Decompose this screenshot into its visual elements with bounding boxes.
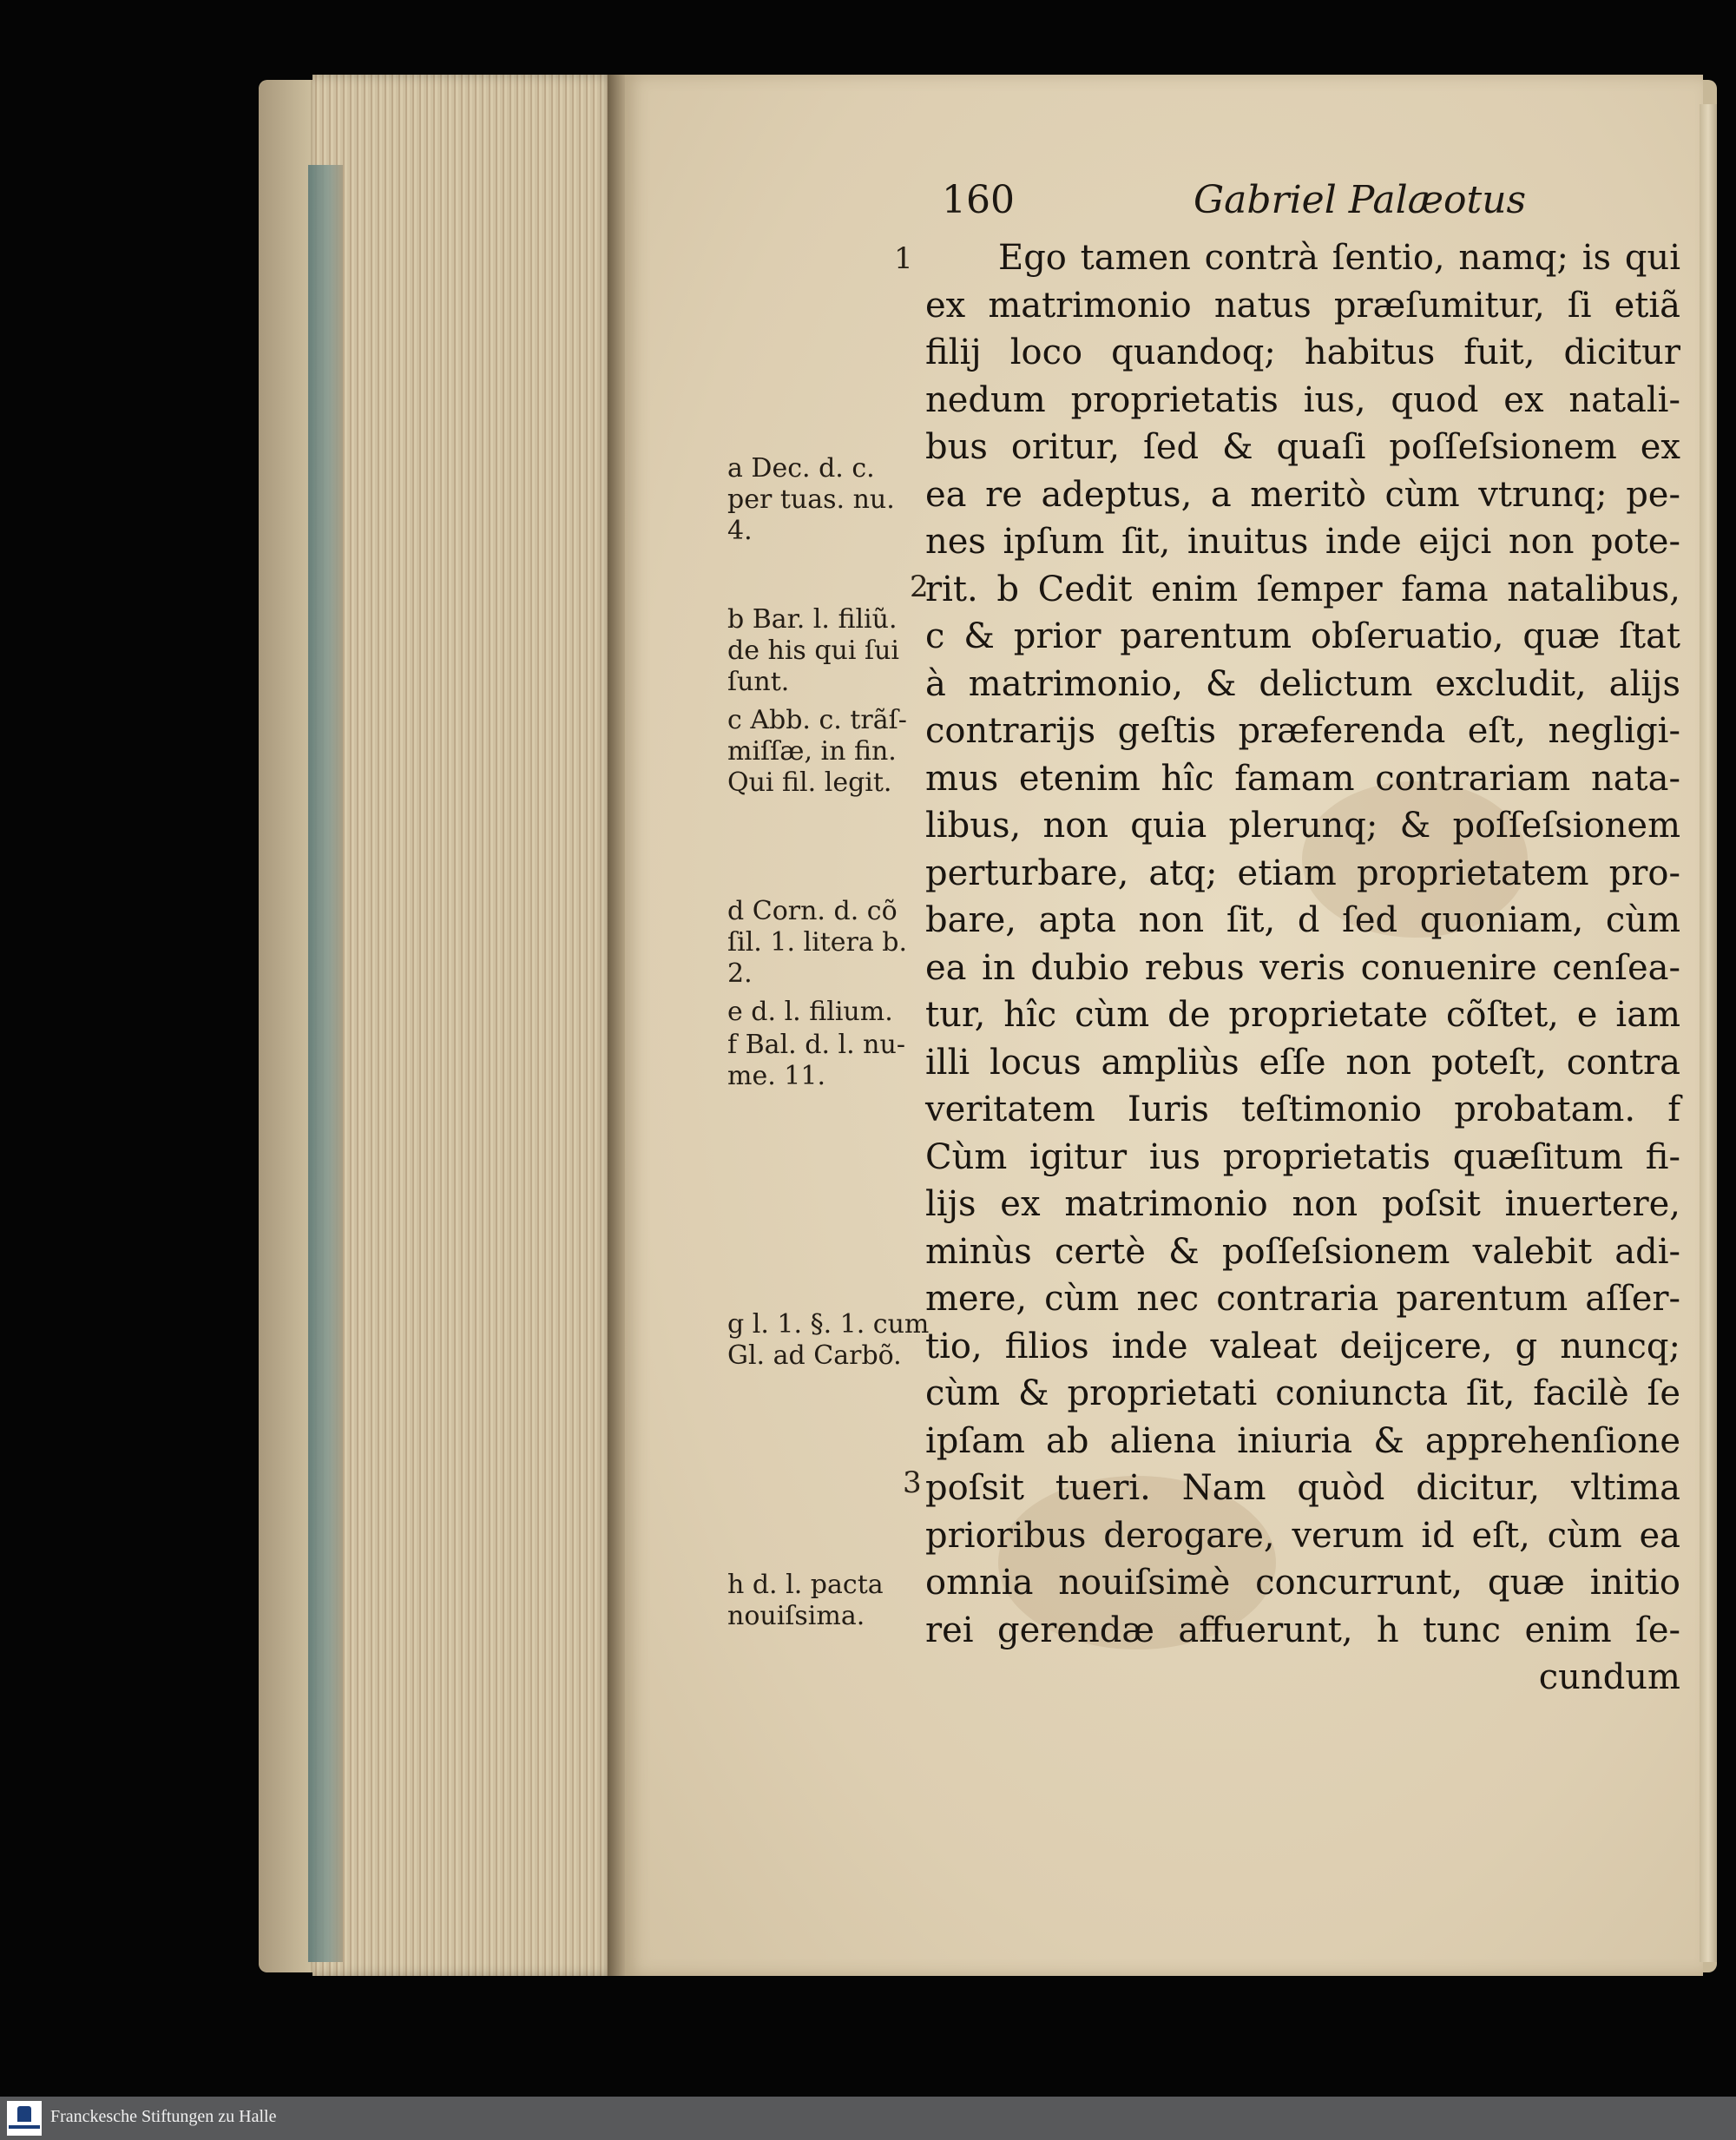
- text-line: veritatem Iuris teſtimonio probatam. f: [925, 1090, 1680, 1129]
- text-line: tur, hîc cùm de proprietate cõſtet, e iam: [925, 995, 1680, 1035]
- cover-edge: [259, 80, 311, 1972]
- text-line: à matrimonio, & delictum excludit, alijs: [925, 663, 1680, 704]
- catchword: cundum: [1538, 1657, 1680, 1697]
- text-line: omnia nouiſsimè concurrunt, quæ initio: [925, 1563, 1680, 1603]
- margin-note-line: a Dec. d. c.: [727, 453, 875, 484]
- margin-note-line: g l. 1. §. 1. cum: [727, 1309, 930, 1340]
- margin-note-line: b Bar. l. filiũ.: [727, 604, 898, 635]
- margin-note-f: [727, 1030, 936, 1092]
- margin-note-line: me. 11.: [727, 1061, 825, 1091]
- margin-note-line: d Corn. d. cõ: [727, 896, 898, 926]
- section-number: 3: [903, 1465, 922, 1500]
- text-line: nes ipſum ſit, inuitus inde eijci non pote-: [925, 522, 1680, 562]
- running-title: Gabriel Palæotus: [1194, 178, 1527, 222]
- text-line: ipſam ab aliena iniuria & apprehenſione: [925, 1420, 1680, 1461]
- margin-note-line: c Abb. c. trãſ-: [727, 705, 907, 735]
- text-line: lijs ex matrimonio non poſsit inuertere,: [925, 1184, 1680, 1224]
- margin-note-line: miſſæ, in fin.: [727, 736, 897, 767]
- text-line: illi locus ampliùs eſſe non poteſt, contra: [925, 1042, 1680, 1083]
- margin-note-line: ſil. 1. litera b.: [727, 927, 908, 958]
- margin-note-a: [727, 453, 936, 547]
- margin-note-line: de his qui ſui: [727, 635, 900, 666]
- section-number: 1: [894, 241, 913, 276]
- margin-note-line: 4.: [727, 516, 753, 546]
- text-line: ex matrimonio natus præſumitur, ſi etiã: [925, 285, 1680, 326]
- margin-note-line: Gl. ad Carbõ.: [727, 1340, 902, 1371]
- text-line: nedum proprietatis ius, quod ex natali-: [925, 379, 1680, 420]
- text-line: contrarijs geſtis præferenda eſt, negligi-: [925, 711, 1680, 751]
- text-line: prioribus derogare, verum id eſt, cùm ea: [925, 1515, 1680, 1556]
- text-line: mus etenim hîc famam contrariam nata-: [925, 758, 1680, 799]
- margin-note-line: f Bal. d. l. nu-: [727, 1030, 905, 1060]
- institution-name: Franckesche Stiftungen zu Halle: [50, 2107, 277, 2126]
- page-right-edge: [1700, 104, 1717, 1962]
- section-number: 2: [910, 570, 929, 604]
- margin-note-d: [727, 896, 936, 990]
- text-line: minùs certè & poſſeſsionem valebit adi-: [925, 1231, 1680, 1272]
- running-head: [942, 178, 1549, 230]
- text-line: ea in dubio rebus veris conuenire cenſea-: [925, 947, 1680, 988]
- margin-note-line: 2.: [727, 958, 753, 989]
- footer-bar: [0, 2097, 1736, 2140]
- margin-note-line: Qui fil. legit.: [727, 767, 892, 798]
- page-edges-stack: [312, 75, 616, 1976]
- text-line: poſsit tueri. Nam quòd dicitur, vltima: [925, 1468, 1680, 1508]
- spine-color-band: [308, 165, 343, 1962]
- text-line: rit. b Cedit enim ſemper fama natalibus,: [925, 569, 1680, 609]
- logo-building-icon: [17, 2106, 31, 2122]
- margin-note-c: [727, 705, 936, 799]
- text-line: perturbare, atq; etiam proprietatem pro-: [925, 853, 1680, 893]
- text-line: cùm & proprietati coniuncta ſit, facilè ſe: [925, 1373, 1680, 1413]
- text-line: libus, non quia plerunq; & poſſeſsionem: [925, 806, 1680, 846]
- text-line: bus oritur, ſed & quaſi poſſeſsionem ex: [925, 427, 1680, 467]
- page-number: 160: [942, 178, 1015, 222]
- text-line: filij loco quandoq; habitus fuit, dicitur: [925, 333, 1680, 372]
- text-line: tio, filios inde valeat deijcere, g nuncq;: [925, 1326, 1680, 1366]
- margin-note-line: per tuas. nu.: [727, 484, 895, 515]
- margin-note-line: nouiſsima.: [727, 1601, 865, 1631]
- text-line: bare, apta non ſit, d ſed quoniam, cùm: [925, 900, 1680, 940]
- margin-note-line: h d. l. pacta: [727, 1570, 884, 1600]
- logo-bar-icon: [9, 2125, 40, 2129]
- text-line: rei gerendæ affuerunt, h tunc enim ſe-: [925, 1610, 1680, 1650]
- institution-logo-icon: [7, 2101, 42, 2136]
- text-line: Cùm igitur ius proprietatis quæſitum fi-: [925, 1136, 1680, 1177]
- margin-note-g: [727, 1309, 936, 1372]
- margin-note-e: [727, 997, 936, 1028]
- margin-note-b: [727, 604, 936, 698]
- text-line: mere, cùm nec contraria parentum aſſer-: [925, 1279, 1680, 1319]
- margin-note-line: ſunt.: [727, 667, 790, 697]
- margin-note-h: [727, 1570, 936, 1632]
- text-line: c & prior parentum obſeruatio, quæ ſtat: [925, 616, 1680, 656]
- text-line: Ego tamen contrà ſentio, namq; is qui: [998, 238, 1680, 278]
- text-line: ea re adeptus, a meritò cùm vtrunq; pe-: [925, 474, 1680, 515]
- margin-note-line: e d. l. filium.: [727, 997, 893, 1027]
- body-text: [925, 234, 1680, 1702]
- page-gutter: [608, 75, 627, 1976]
